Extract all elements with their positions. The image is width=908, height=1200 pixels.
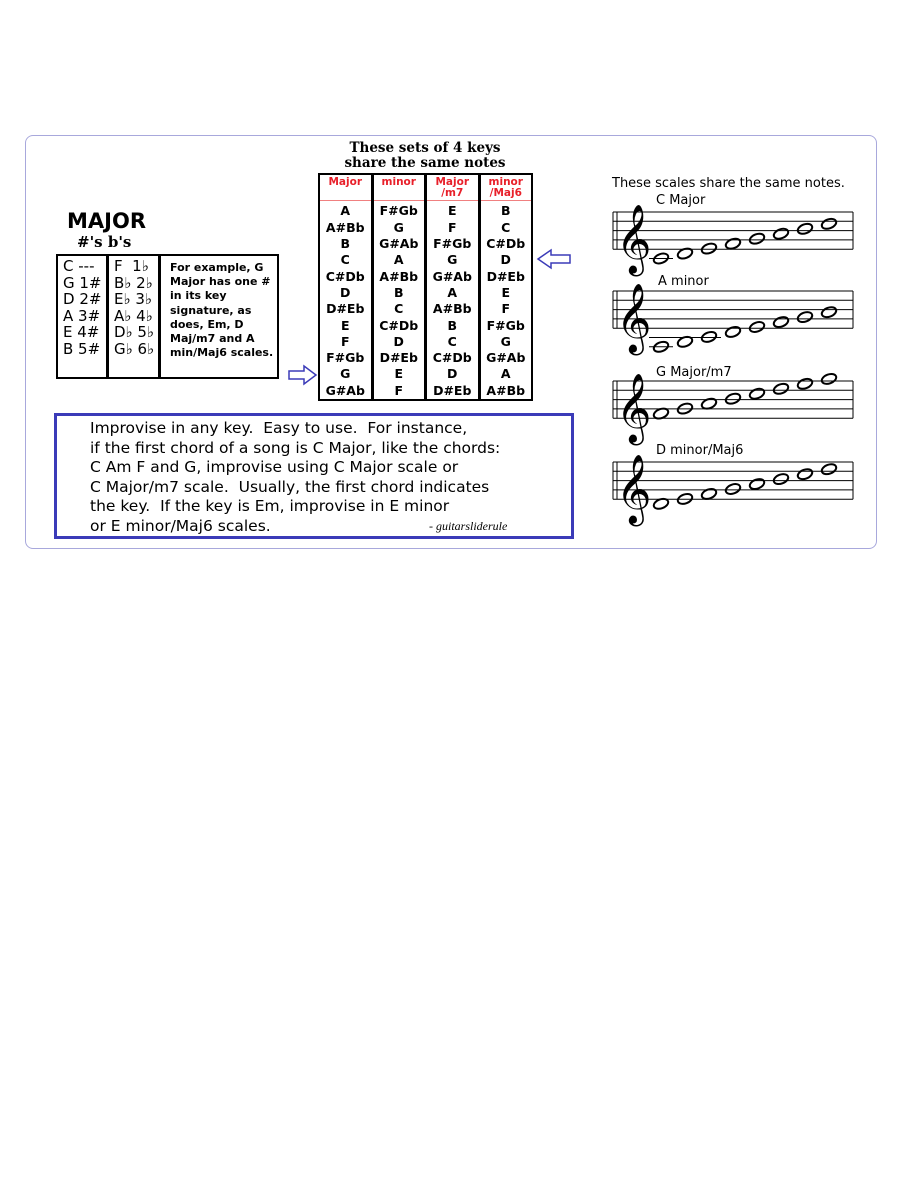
key-cell: A [500, 366, 511, 382]
key-cell: G#Ab [379, 236, 419, 252]
key-cell: E [447, 203, 457, 219]
key-cell: G#Ab [432, 268, 472, 284]
key-cell: G#Ab [325, 382, 365, 398]
key-cell: F [394, 382, 404, 398]
whole-note [772, 315, 789, 329]
major-heading: MAJOR [67, 209, 146, 233]
whole-note [820, 217, 837, 231]
whole-note [796, 222, 813, 236]
example-text: For example, G Major has one # in its key signature, as does, Em, D Maj/m7 and A min/Maj6 scales. [170, 261, 274, 360]
music-staff [613, 204, 853, 276]
whole-note [772, 227, 789, 241]
key-cell: F#Gb [326, 350, 365, 366]
key-cell: G#Ab [486, 350, 526, 366]
staff-label: G Major/m7 [656, 365, 732, 380]
key-cell: D [500, 252, 511, 268]
whole-note [820, 462, 837, 476]
sharp-key: G 1# [63, 273, 102, 292]
title-line: share the same notes [344, 155, 506, 171]
whole-note [772, 472, 789, 486]
whole-note [796, 467, 813, 481]
tip-line: or E minor/Maj6 scales. [90, 516, 271, 535]
music-staff [613, 372, 853, 445]
whole-note [820, 372, 837, 386]
treble-clef-icon: 𝄞 [616, 283, 652, 354]
column-header: minor /Maj6 [481, 175, 532, 201]
music-staff [613, 283, 853, 355]
flat-key: A♭ 4♭ [114, 306, 153, 325]
sharp-key: A 3# [63, 306, 101, 325]
music-staff [613, 454, 853, 526]
whole-note [820, 305, 837, 319]
flat-key: G♭ 6♭ [114, 339, 155, 358]
flat-key: D♭ 5♭ [114, 323, 155, 341]
whole-note [724, 392, 741, 406]
key-cell: C#Db [325, 268, 365, 284]
key-cell: F#Gb [433, 236, 472, 252]
key-cell: C [447, 333, 457, 349]
whole-note [748, 320, 765, 334]
key-cell: B [393, 284, 404, 300]
sharp-key: D 2# [63, 290, 102, 308]
right-arrow-icon [289, 366, 316, 384]
key-cell: E [394, 366, 404, 382]
title-line: These sets of 4 keys [349, 140, 501, 156]
key-cell: D#Eb [379, 350, 418, 366]
flat-key: F 1♭ [114, 257, 149, 275]
key-cell: B [447, 317, 457, 333]
key-cell: E [501, 284, 511, 300]
whole-note [700, 330, 717, 344]
key-cell: F [501, 301, 511, 317]
whole-note [796, 310, 813, 324]
key-cell: G [500, 333, 511, 349]
sharp-key: C --- [63, 257, 95, 275]
key-cell: D [340, 284, 351, 300]
tip-line: if the first chord of a song is C Major, like the chords: [90, 438, 501, 457]
staff-label: A minor [658, 274, 709, 289]
whole-note [700, 242, 717, 256]
key-cell: F#Gb [486, 317, 525, 333]
whole-note [724, 325, 741, 339]
signature: - guitarsliderule [429, 519, 508, 533]
key-cell: C#Db [379, 317, 419, 333]
treble-clef-icon: 𝄞 [616, 454, 652, 525]
column-header: minor [374, 175, 425, 201]
key-cell: G [393, 219, 404, 235]
key-cell: C [501, 219, 511, 235]
sharp-key: B 5# [63, 339, 101, 358]
key-cell: C#Db [486, 236, 526, 252]
key-cell: A#Bb [379, 268, 419, 284]
key-cell: A#Bb [325, 219, 365, 235]
key-cell: A [393, 252, 404, 268]
left-arrow-icon [538, 250, 570, 268]
key-cell: A#Bb [432, 301, 472, 317]
tip-line: C Major/m7 scale. Usually, the first chord indicates [90, 477, 490, 496]
sharp-key: E 4# [63, 323, 100, 341]
treble-clef-icon: 𝄞 [616, 204, 652, 275]
key-cell: D#Eb [326, 301, 365, 317]
key-cell: D [447, 366, 458, 382]
whole-note [724, 237, 741, 251]
key-cell: A [340, 203, 351, 219]
column-header: Major /m7 [427, 175, 478, 201]
tip-line: Improvise in any key. Easy to use. For instance, [90, 419, 468, 437]
key-cell: F#Gb [379, 203, 418, 219]
treble-clef-icon: 𝄞 [616, 373, 652, 444]
key-cell: F [340, 333, 350, 349]
whole-note [724, 482, 741, 496]
key-cell: B [340, 236, 350, 252]
key-cell: A [447, 284, 458, 300]
column-header: Major [320, 175, 371, 201]
key-cell: A#Bb [486, 382, 526, 398]
key-cell: D#Eb [433, 382, 472, 398]
key-cell: D [393, 333, 404, 349]
staff-label: D minor/Maj6 [656, 443, 744, 458]
flat-key: E♭ 3♭ [114, 290, 152, 308]
whole-note [748, 387, 765, 401]
whole-note [796, 377, 813, 391]
key-cell: E [340, 317, 350, 333]
key-cell: B [500, 203, 511, 219]
scales-title: These scales share the same notes. [612, 176, 845, 191]
key-cell: C [394, 301, 404, 317]
key-cell: C [340, 252, 350, 268]
sharps-flats-heading: #'s b's [77, 233, 132, 251]
whole-note [748, 232, 765, 246]
tip-line: the key. If the key is Em, improvise in E minor [90, 497, 450, 515]
tip-line: C Am F and G, improvise using C Major scale or [90, 458, 459, 476]
flat-key: B♭ 2♭ [114, 273, 153, 292]
key-cell: G [340, 366, 351, 382]
whole-note [772, 382, 789, 396]
key-cell: C#Db [432, 350, 472, 366]
whole-note [748, 477, 765, 491]
key-cell: G [447, 252, 458, 268]
key-cell: D#Eb [486, 268, 525, 284]
staff-label: C Major [656, 193, 706, 208]
key-cell: F [447, 219, 457, 235]
